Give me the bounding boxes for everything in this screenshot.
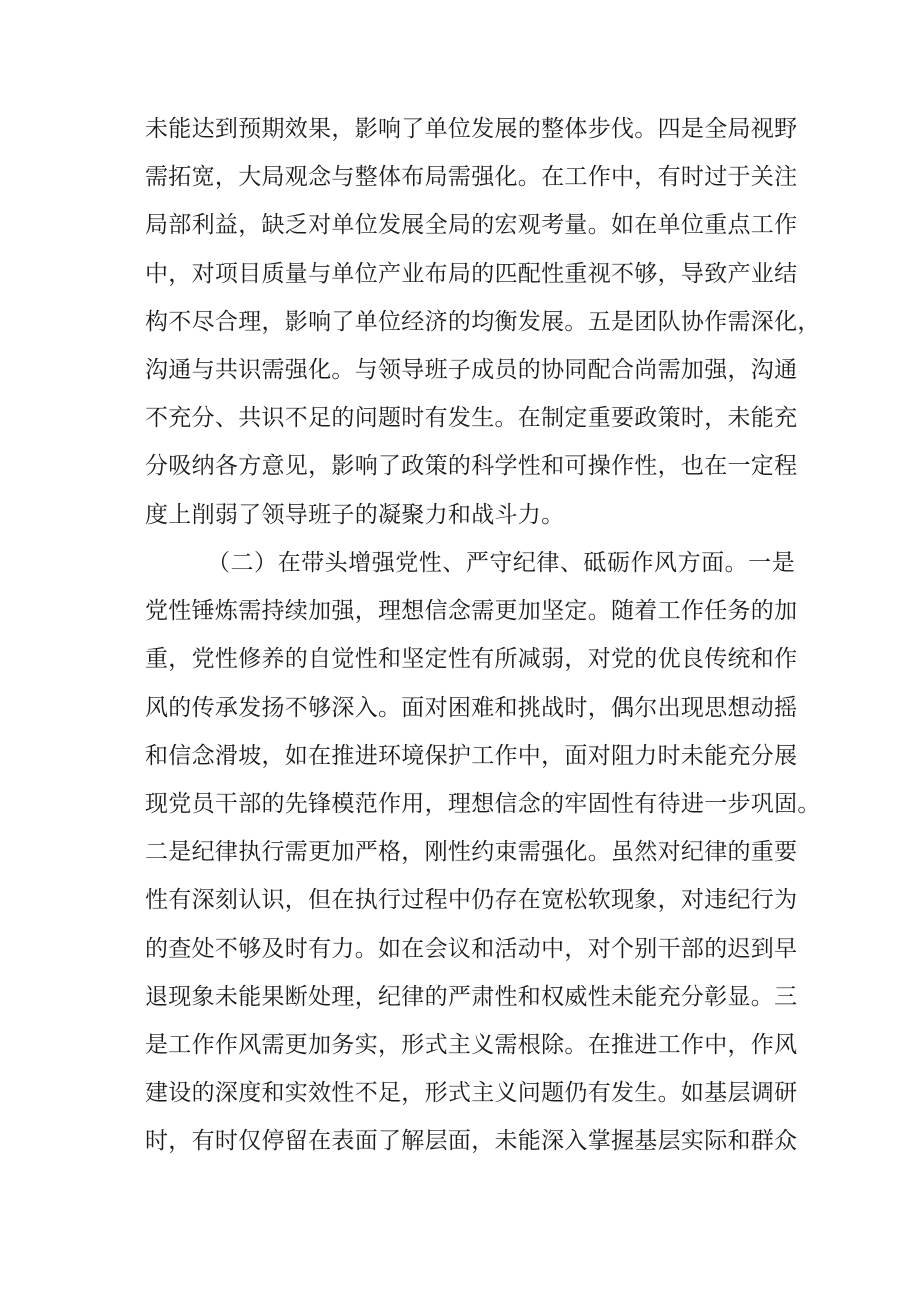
paragraph-1-line-6: 沟通与共识需强化。与领导班子成员的协同配合尚需加强，沟通 bbox=[145, 356, 798, 383]
paragraph-1-line-5: 构不尽合理，影响了单位经济的均衡发展。五是团队协作需深化， bbox=[145, 308, 821, 335]
paragraph-1-line-7: 不充分、共识不足的问题时有发生。在制定重要政策时，未能充 bbox=[145, 405, 798, 432]
paragraph-1-line-4: 中，对项目质量与单位产业布局的匹配性重视不够，导致产业结 bbox=[145, 260, 798, 287]
paragraph-2-line-5: 和信念滑坡，如在推进环境保护工作中，面对阻力时未能充分展 bbox=[145, 742, 798, 769]
paragraph-2-line-13: 时，有时仅停留在表面了解层面，未能深入掌握基层实际和群众 bbox=[145, 1128, 798, 1155]
paragraph-1-line-9: 度上削弱了领导班子的凝聚力和战斗力。 bbox=[145, 501, 565, 528]
paragraph-2 bbox=[145, 539, 821, 1165]
paragraph-2-line-4: 风的传承发扬不够深入。面对困难和挑战时，偶尔出现思想动摇 bbox=[145, 694, 798, 721]
paragraph-1-line-1: 未能达到预期效果，影响了单位发展的整体步伐。四是全局视野 bbox=[145, 116, 798, 142]
paragraph-2-line-7: 二是纪律执行需更加严格，刚性约束需强化。虽然对纪律的重要 bbox=[145, 839, 798, 866]
paragraph-2-line-1: （二）在带头增强党性、严守纪律、砥砺作风方面。一是 bbox=[207, 550, 795, 576]
paragraph-2-line-2: 党性锤炼需持续加强，理想信念需更加坚定。随着工作任务的加 bbox=[145, 598, 798, 625]
paragraph-2-line-12: 建设的深度和实效性不足，形式主义问题仍有发生。如基层调研 bbox=[145, 1080, 798, 1107]
paragraph-2-line-9: 的查处不够及时有力。如在会议和活动中，对个别干部的迟到早 bbox=[145, 935, 798, 962]
paragraph-1 bbox=[145, 105, 821, 539]
paragraph-1-line-2: 需拓宽，大局观念与整体布局需强化。在工作中，有时过于关注 bbox=[145, 164, 798, 191]
paragraph-2-line-3: 重，党性修养的自觉性和坚定性有所减弱，对党的优良传统和作 bbox=[145, 646, 798, 673]
paragraph-2-line-11: 是工作作风需更加务实，形式主义需根除。在推进工作中，作风 bbox=[145, 1031, 798, 1058]
paragraph-1-line-3: 局部利益，缺乏对单位发展全局的宏观考量。如在单位重点工作 bbox=[145, 212, 798, 239]
paragraph-2-line-6: 现党员干部的先锋模范作用，理想信念的牢固性有待进一步巩固。 bbox=[145, 790, 821, 817]
paragraph-2-line-8: 性有深刻认识，但在执行过程中仍存在宽松软现象，对违纪行为 bbox=[145, 887, 798, 914]
paragraph-2-line-10: 退现象未能果断处理，纪律的严肃性和权威性未能充分彰显。三 bbox=[145, 983, 798, 1010]
paragraph-1-line-8: 分吸纳各方意见，影响了政策的科学性和可操作性，也在一定程 bbox=[145, 453, 798, 480]
